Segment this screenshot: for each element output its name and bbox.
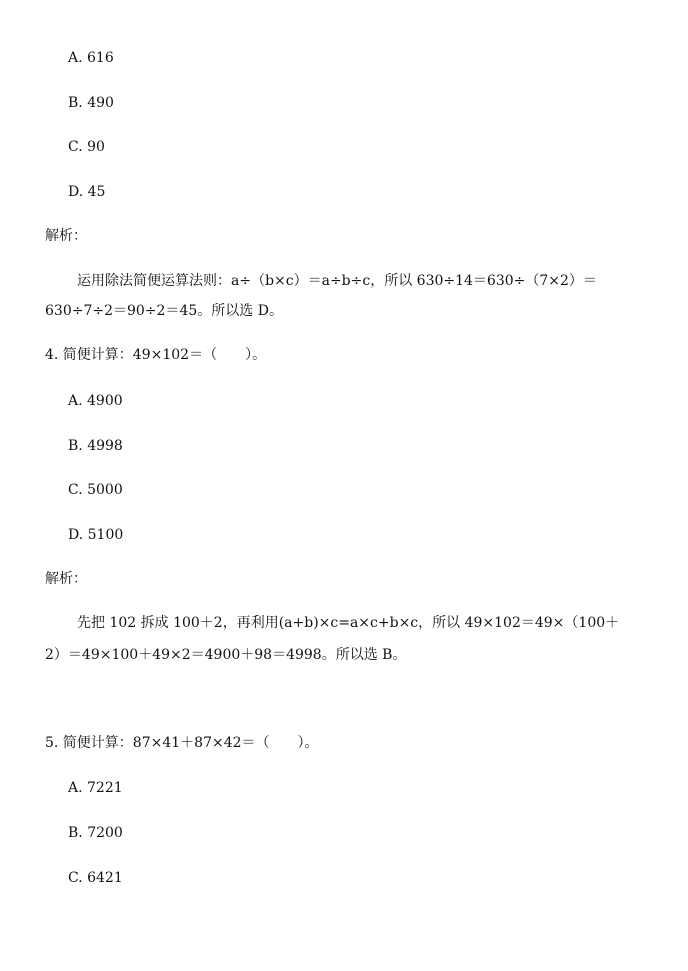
q5-option-c: C. 6421: [68, 870, 123, 886]
q4-option-a: A. 4900: [68, 393, 123, 409]
q3-option-a: A. 616: [68, 50, 114, 66]
q3-analysis-label: 解析：: [45, 228, 87, 244]
q3-analysis-line-2: 630÷7÷2＝90÷2＝45。所以选 D。: [45, 303, 283, 319]
q5-question: 5. 简便计算：87×41＋87×42＝（ ）。: [45, 735, 319, 751]
q3-option-b: B. 490: [68, 95, 114, 111]
q4-analysis-label: 解析：: [45, 571, 87, 587]
q5-option-b: B. 7200: [68, 825, 123, 841]
q3-option-d: D. 45: [68, 184, 106, 200]
q3-option-c: C. 90: [68, 139, 105, 155]
q4-option-c: C. 5000: [68, 482, 123, 498]
q4-option-b: B. 4998: [68, 438, 123, 454]
q4-analysis-line-1: 先把 102 拆成 100＋2，再利用(a+b)×c=a×c+b×c，所以 49×102＝49×（100＋: [77, 615, 620, 631]
q4-question: 4. 简便计算：49×102＝（ ）。: [45, 347, 267, 363]
q5-option-a: A. 7221: [68, 780, 123, 796]
q4-option-d: D. 5100: [68, 527, 124, 543]
q3-analysis-line-1: 运用除法简便运算法则：a÷（b×c）＝a÷b÷c，所以 630÷14＝630÷（7×2）＝: [77, 273, 597, 289]
q4-analysis-line-2: 2）＝49×100＋49×2＝4900＋98＝4998。所以选 B。: [45, 647, 407, 663]
